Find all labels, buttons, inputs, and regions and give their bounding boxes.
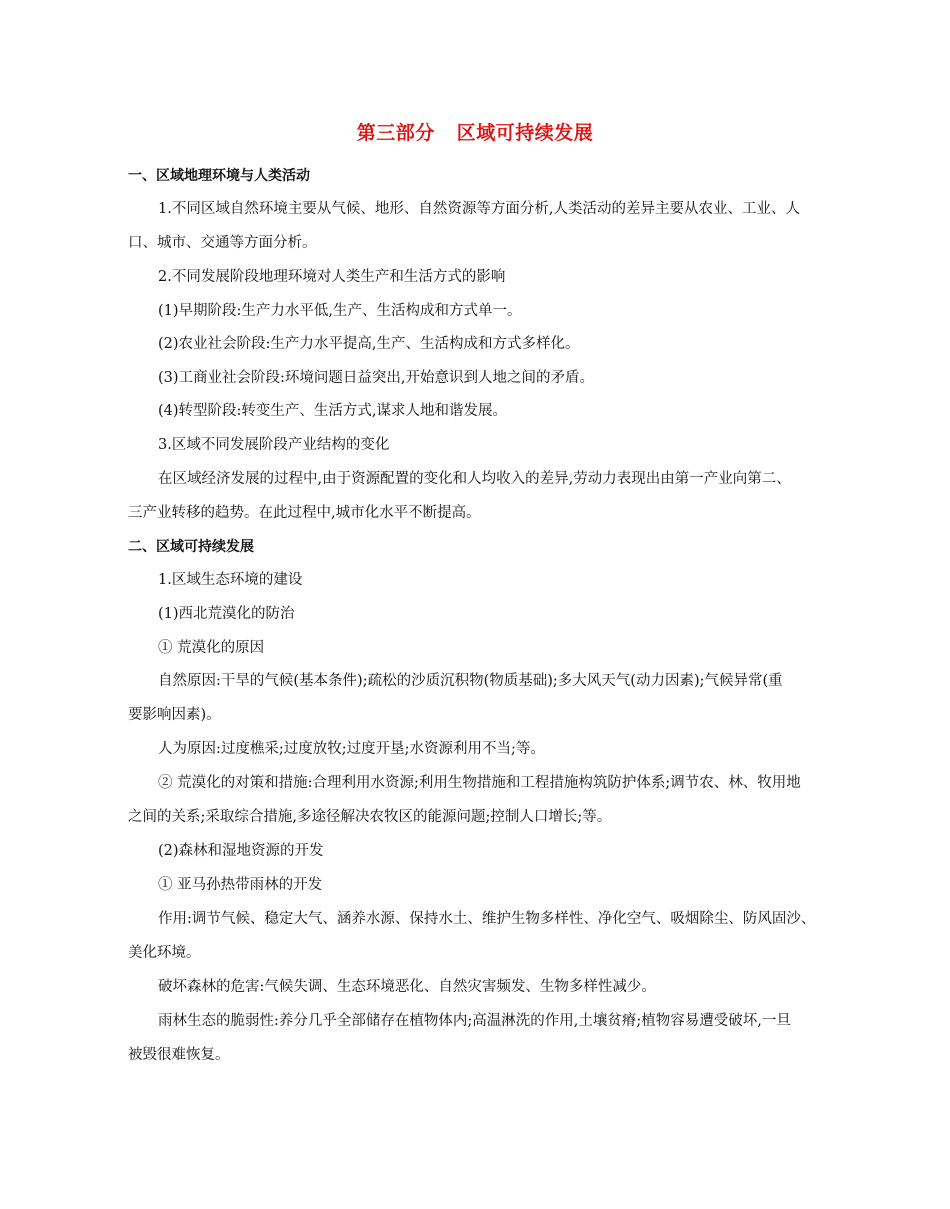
- paragraph-line: 破坏森林的危害:气候失调、生态环境恶化、自然灾害频发、生物多样性减少。: [158, 979, 656, 995]
- paragraph-line: ① 亚马孙热带雨林的开发: [158, 877, 323, 893]
- title-part-1: 第三部分: [356, 122, 435, 144]
- section-heading: 二、区域可持续发展: [128, 539, 254, 555]
- paragraph-line: 要影响因素)。: [128, 707, 221, 723]
- paragraph-line: 作用:调节气候、稳定大气、涵养水源、保持水土、维护生物多样性、净化空气、吸烟除尘、防风固沙、: [158, 911, 816, 927]
- paragraph-line: 在区域经济发展的过程中,由于资源配置的变化和人均收入的差异,劳动力表现出由第一产业向第二、: [158, 471, 791, 487]
- paragraph-line: 人为原因:过度樵采;过度放牧;过度开垦;水资源利用不当;等。: [158, 741, 545, 757]
- paragraph-line: 之间的关系;采取综合措施,多途径解决农牧区的能源问题;控制人口增长;等。: [128, 809, 612, 825]
- paragraph-line: (1)西北荒漠化的防治: [158, 606, 295, 622]
- paragraph-line: 口、城市、交通等方面分析。: [128, 235, 317, 251]
- paragraph-line: 自然原因:干旱的气候(基本条件);疏松的沙质沉积物(物质基础);多大风天气(动力因素);气候异常(重: [158, 673, 783, 689]
- paragraph-line: 3.区域不同发展阶段产业结构的变化: [158, 437, 390, 453]
- paragraph-line: 雨林生态的脆弱性:养分几乎全部储存在植物体内;高温淋洗的作用,土壤贫瘠;植物容易遭受破坏,一旦: [158, 1013, 791, 1029]
- paragraph-line: 被毁很难恢复。: [128, 1047, 230, 1063]
- title-part-2: 区域可持续发展: [456, 122, 594, 144]
- paragraph-line: 2.不同发展阶段地理环境对人类生产和生活方式的影响: [158, 269, 506, 285]
- paragraph-line: ① 荒漠化的原因: [158, 640, 265, 656]
- paragraph-line: (2)森林和湿地资源的开发: [158, 843, 324, 859]
- paragraph-line: 美化环境。: [128, 945, 201, 961]
- paragraph-line: ② 荒漠化的对策和措施:合理利用水资源;利用生物措施和工程措施构筑防护体系;调节农、林、牧用地: [158, 775, 801, 791]
- paragraph-line: (1)早期阶段:生产力水平低,生产、生活构成和方式单一。: [158, 303, 522, 319]
- paragraph-line: 1.不同区域自然环境主要从气候、地形、自然资源等方面分析,人类活动的差异主要从农业、工业、人: [158, 201, 800, 217]
- section-heading: 一、区域地理环境与人类活动: [128, 168, 310, 184]
- page-title: [0, 118, 950, 145]
- paragraph-line: (3)工商业社会阶段:环境问题日益突出,开始意识到人地之间的矛盾。: [158, 370, 595, 386]
- paragraph-line: 三产业转移的趋势。在此过程中,城市化水平不断提高。: [128, 505, 481, 521]
- paragraph-line: (2)农业社会阶段:生产力水平提高,生产、生活构成和方式多样化。: [158, 336, 580, 352]
- paragraph-line: (4)转型阶段:转变生产、生活方式,谋求人地和谐发展。: [158, 403, 508, 419]
- paragraph-line: 1.区域生态环境的建设: [158, 572, 303, 588]
